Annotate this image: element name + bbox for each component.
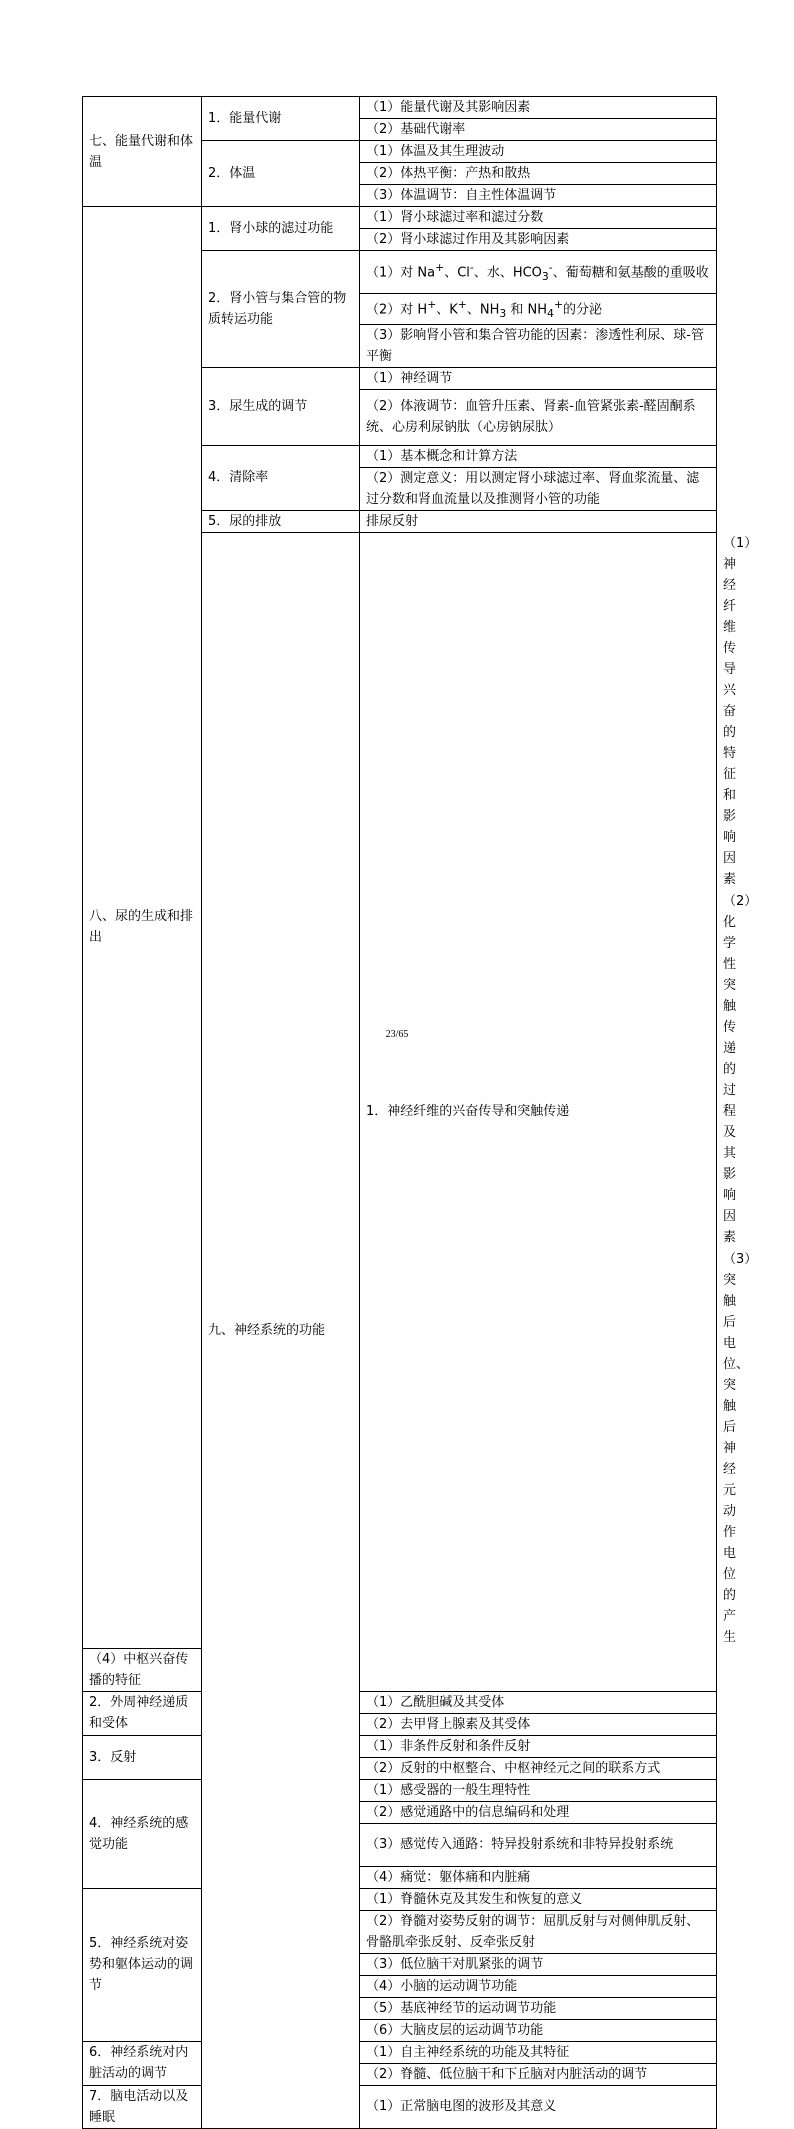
topic-title: 2．体温 (202, 141, 360, 207)
table-row: （3）突触后电位、突触后神经元动作电位的产生 (723, 1251, 758, 1645)
topic-title: 2．外周神经递质和受体 (83, 1691, 202, 1735)
table-row (83, 97, 717, 119)
topic-title: 4．神经系统的感觉功能 (83, 1779, 202, 1888)
topic-item: （3）体温调节：自主性体温调节 (360, 185, 717, 207)
topic-item: （1）神经调节 (360, 367, 717, 389)
table-row (83, 1735, 717, 1757)
topic-item: （4）痛觉：躯体痛和内脏痛 (360, 1866, 717, 1888)
topic-item: （5）基底神经节的运动调节功能 (360, 1997, 717, 2019)
item-text: 和 NH (506, 302, 548, 318)
topic-item: （1）非条件反射和条件反射 (360, 1735, 717, 1757)
topic-title: 7．脑电活动以及睡眠 (83, 2085, 202, 2128)
topic-item: （3）感觉传入通路：特异投射系统和非特异投射系统 (360, 1823, 717, 1866)
superscript: + (553, 298, 564, 311)
superscript: - (548, 261, 553, 275)
topic-item: （1）体温及其生理波动 (360, 141, 717, 163)
topic-item: （1）感受器的一般生理特性 (360, 1779, 717, 1801)
superscript: + (457, 298, 467, 311)
topic-item: （1）正常脑电图的波形及其意义 (360, 2085, 717, 2128)
topic-item: （2）体热平衡：产热和散热 (360, 163, 717, 185)
table-row (83, 1779, 717, 1801)
item-text: 、Cl (444, 265, 470, 281)
page-number: 23/65 (385, 1029, 409, 1040)
topic-item: （6）大脑皮层的运动调节功能 (360, 2019, 717, 2041)
topic-title: 3．尿生成的调节 (202, 367, 360, 445)
topic-item: （1）能量代谢及其影响因素 (360, 97, 717, 119)
topic-title: 1．能量代谢 (202, 97, 360, 141)
item-text: （2）对 H (366, 302, 428, 318)
topic-item: （2）体液调节：血管升压素、肾素-血管紧张素-醛固酮系统、心房利尿钠肽（心房钠尿肽） (360, 389, 717, 445)
item-text: 、葡萄糖和氨基酸的重吸收 (552, 265, 709, 281)
section-title: 七、能量代谢和体温 (83, 97, 202, 207)
table-row: 九、神经系统的功能 1．神经纤维的兴奋传导和突触传递 （1）神经纤维传导兴奋的特征和影响因素 (83, 532, 717, 890)
topic-item: （1）肾小球滤过率和滤过分数 (360, 207, 717, 229)
subscript: 4 (547, 306, 554, 320)
topic-item: （4）小脑的运动调节功能 (360, 1975, 717, 1997)
superscript: - (469, 261, 474, 275)
table-row: （2）化学性突触传递的过程及其影响因素 (723, 893, 758, 1245)
item-text: 的分泌 (563, 302, 603, 318)
section-title: 九、神经系统的功能 (202, 532, 360, 2128)
topic-item: （2）脊髓、低位脑干和下丘脑对内脏活动的调节 (360, 2063, 717, 2085)
topic-title: 1．神经纤维的兴奋传导和突触传递 (360, 532, 717, 1691)
topic-item: （1）基本概念和计算方法 (360, 445, 717, 467)
topic-item: （2）肾小球滤过作用及其影响因素 (360, 229, 717, 251)
topic-title: 4．清除率 (202, 445, 360, 510)
topic-item: （3）低位脑干对肌紧张的调节 (360, 1953, 717, 1975)
topic-item: （2）脊髓对姿势反射的调节：屈肌反射与对侧伸肌反射、骨骼肌牵张反射、反牵张反射 (360, 1910, 717, 1953)
topic-title: 5．神经系统对姿势和躯体运动的调节 (83, 1888, 202, 2041)
topic-item: （1）自主神经系统的功能及其特征 (360, 2041, 717, 2063)
table-row (83, 2085, 717, 2128)
topic-item: 排尿反射 (360, 510, 717, 532)
topic-item: （1）脊髓休克及其发生和恢复的意义 (360, 1888, 717, 1910)
superscript: + (427, 298, 437, 311)
topic-item: （2）基础代谢率 (360, 119, 717, 141)
topic-title: 6．神经系统对内脏活动的调节 (83, 2041, 202, 2085)
item-text: 、NH (466, 302, 500, 318)
topic-item: （3）影响肾小管和集合管功能的因素：渗透性利尿、球-管平衡 (360, 324, 717, 367)
topic-item (360, 294, 717, 325)
superscript: + (435, 261, 445, 275)
table-row (83, 2041, 717, 2063)
syllabus-table (82, 96, 758, 2129)
topic-item: （1）乙酰胆碱及其受体 (360, 1691, 717, 1713)
table-row (83, 1888, 717, 1910)
topic-item (360, 251, 717, 294)
subscript: 3 (499, 306, 507, 320)
item-text: 、K (436, 302, 458, 318)
subscript: 3 (541, 269, 549, 283)
topic-item: （2）感觉通路中的信息编码和处理 (360, 1801, 717, 1823)
item-text: （1）对 Na (366, 265, 436, 281)
topic-title: 5．尿的排放 (202, 510, 360, 532)
topic-item: （2）去甲肾上腺素及其受体 (360, 1713, 717, 1735)
topic-item: （2）反射的中枢整合、中枢神经元之间的联系方式 (360, 1757, 717, 1779)
table-row (83, 1691, 717, 1713)
table-row (83, 207, 717, 229)
topic-title: 2．肾小管与集合管的物质转运功能 (202, 251, 360, 368)
topic-item: （4）中枢兴奋传播的特征 (83, 1648, 202, 1691)
topic-title: 3．反射 (83, 1735, 202, 1779)
topic-item: （2）测定意义：用以测定肾小球滤过率、肾血浆流量、滤过分数和肾血流量以及推测肾小管的功能 (360, 467, 717, 510)
topic-title: 1．肾小球的滤过功能 (202, 207, 360, 251)
item-text: 、水、HCO (473, 265, 542, 281)
section-title: 八、尿的生成和排出 (83, 207, 202, 1649)
